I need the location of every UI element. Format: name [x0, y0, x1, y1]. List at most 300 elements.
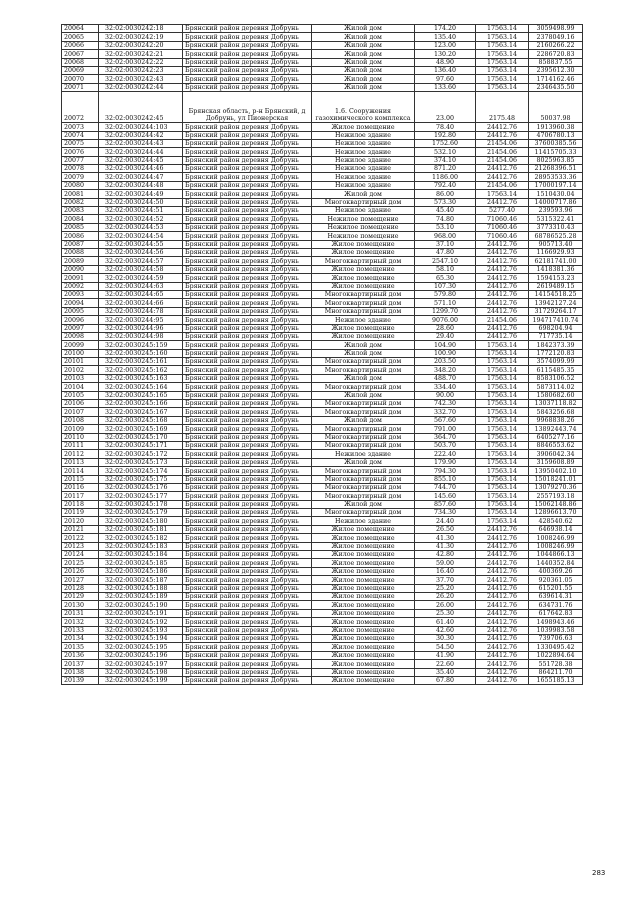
row-number-cell: 20110	[62, 433, 99, 441]
object-type-cell: Многоквартирный дом	[312, 290, 415, 298]
object-type-cell: Нежилое здание	[312, 517, 415, 525]
specific-value-cell: 17563.14	[476, 341, 529, 349]
specific-value-cell: 17563.14	[476, 433, 529, 441]
object-type-cell: Жилое помещение	[312, 609, 415, 617]
cadastral-value-cell: 15062148.86	[529, 500, 583, 508]
area-cell: 30.30	[415, 634, 476, 642]
area-cell: 488.70	[415, 374, 476, 382]
table-row	[62, 215, 583, 223]
specific-value-cell: 17563.14	[476, 58, 529, 66]
cadastral-number-cell: 32:02:0030244:49	[99, 190, 183, 198]
table-row	[62, 92, 583, 123]
table-row	[62, 660, 583, 668]
cadastral-value-cell: 31729264.17	[529, 307, 583, 315]
row-number-cell: 20084	[62, 215, 99, 223]
row-number-cell: 20106	[62, 400, 99, 408]
row-number-cell: 20124	[62, 551, 99, 559]
specific-value-cell: 24412.76	[476, 584, 529, 592]
specific-value-cell: 21454.06	[476, 139, 529, 147]
cadastral-number-cell: 32:02:0030245:163	[99, 374, 183, 382]
row-number-cell: 20108	[62, 416, 99, 424]
cadastral-value-cell: 617642.83	[529, 609, 583, 617]
cadastral-number-cell: 32:02:0030244:46	[99, 165, 183, 173]
row-number-cell: 20103	[62, 374, 99, 382]
cadastral-number-cell: 32:02:0030245:190	[99, 601, 183, 609]
specific-value-cell: 17563.14	[476, 41, 529, 49]
row-number-cell: 20129	[62, 593, 99, 601]
specific-value-cell: 17563.14	[476, 492, 529, 500]
row-number-cell: 20073	[62, 123, 99, 131]
area-cell: 1299.70	[415, 307, 476, 315]
row-number-cell: 20099	[62, 341, 99, 349]
specific-value-cell: 17563.14	[476, 500, 529, 508]
specific-value-cell: 17563.14	[476, 425, 529, 433]
table-row	[62, 567, 583, 575]
table-row	[62, 282, 583, 290]
area-cell: 332.70	[415, 408, 476, 416]
object-type-cell: Нежилое помещение	[312, 232, 415, 240]
specific-value-cell: 17563.14	[476, 450, 529, 458]
object-type-cell: Жилое помещение	[312, 593, 415, 601]
row-number-cell: 20102	[62, 366, 99, 374]
object-type-cell: Жилое помещение	[312, 274, 415, 282]
address-cell: Брянский район деревня Добрунь	[183, 668, 312, 676]
address-cell: Брянский район деревня Добрунь	[183, 416, 312, 424]
address-cell: Брянский район деревня Добрунь	[183, 66, 312, 74]
specific-value-cell: 24412.76	[476, 282, 529, 290]
object-type-cell: Нежилое здание	[312, 450, 415, 458]
address-cell: Брянский район деревня Добрунь	[183, 131, 312, 139]
address-cell: Брянский район деревня Добрунь	[183, 593, 312, 601]
area-cell: 123.00	[415, 41, 476, 49]
specific-value-cell: 17563.14	[476, 475, 529, 483]
specific-value-cell: 17563.14	[476, 408, 529, 416]
address-cell: Брянская область, р-н Брянский, д Добрунь, ул Пионерская	[183, 92, 312, 123]
address-cell: Брянский район деревня Добрунь	[183, 509, 312, 517]
cadastral-value-cell: 1008246.99	[529, 542, 583, 550]
table-row	[62, 75, 583, 83]
object-type-cell: Жилой дом	[312, 500, 415, 508]
object-type-cell: Жилой дом	[312, 25, 415, 33]
table-row	[62, 559, 583, 567]
address-cell: Брянский район деревня Добрунь	[183, 551, 312, 559]
table-row	[62, 525, 583, 533]
table-row	[62, 467, 583, 475]
table-row	[62, 307, 583, 315]
row-number-cell: 20135	[62, 643, 99, 651]
area-cell: 2547.10	[415, 257, 476, 265]
address-cell: Брянский район деревня Добрунь	[183, 58, 312, 66]
address-cell: Брянский район деревня Добрунь	[183, 492, 312, 500]
cadastral-number-cell: 32:02:0030244:95	[99, 316, 183, 324]
cadastral-value-cell: 13079270.36	[529, 483, 583, 491]
address-cell: Брянский район деревня Добрунь	[183, 450, 312, 458]
address-cell: Брянский район деревня Добрунь	[183, 660, 312, 668]
area-cell: 37.70	[415, 576, 476, 584]
table-row	[62, 240, 583, 248]
cadastral-number-cell: 32:02:0030244:96	[99, 324, 183, 332]
specific-value-cell: 24412.76	[476, 265, 529, 273]
row-number-cell: 20120	[62, 517, 99, 525]
object-type-cell: Нежилое здание	[312, 165, 415, 173]
row-number-cell: 20119	[62, 509, 99, 517]
cadastral-value-cell: 1580682.60	[529, 391, 583, 399]
specific-value-cell: 24412.76	[476, 634, 529, 642]
specific-value-cell: 17563.14	[476, 190, 529, 198]
area-cell: 742.30	[415, 400, 476, 408]
address-cell: Брянский район деревня Добрунь	[183, 25, 312, 33]
address-cell: Брянский район деревня Добрунь	[183, 148, 312, 156]
area-cell: 503.70	[415, 441, 476, 449]
address-cell: Брянский район деревня Добрунь	[183, 383, 312, 391]
cadastral-number-cell: 32:02:0030245:168	[99, 416, 183, 424]
specific-value-cell: 24412.76	[476, 593, 529, 601]
specific-value-cell: 17563.14	[476, 50, 529, 58]
cadastral-value-cell: 1913960.38	[529, 123, 583, 131]
object-type-cell: Нежилое помещение	[312, 223, 415, 231]
row-number-cell: 20125	[62, 559, 99, 567]
cadastral-value-cell: 8025963.85	[529, 156, 583, 164]
object-type-cell: Жилое помещение	[312, 282, 415, 290]
table-row	[62, 651, 583, 659]
table-row	[62, 299, 583, 307]
table-row	[62, 383, 583, 391]
specific-value-cell: 24412.76	[476, 198, 529, 206]
cadastral-number-cell: 32:02:0030244:52	[99, 215, 183, 223]
row-number-cell: 20075	[62, 139, 99, 147]
object-type-cell: Жилое помещение	[312, 265, 415, 273]
area-cell: 100.90	[415, 349, 476, 357]
row-number-cell: 20095	[62, 307, 99, 315]
cadastral-number-cell: 32:02:0030244:58	[99, 265, 183, 273]
cadastral-number-cell: 32:02:0030245:179	[99, 509, 183, 517]
cadastral-number-cell: 32:02:0030244:44	[99, 148, 183, 156]
cadastral-number-cell: 32:02:0030244:54	[99, 232, 183, 240]
object-type-cell: Жилой дом	[312, 75, 415, 83]
specific-value-cell: 17563.14	[476, 33, 529, 41]
cadastral-number-cell: 32:02:0030245:180	[99, 517, 183, 525]
cadastral-number-cell: 32:02:0030245:198	[99, 668, 183, 676]
row-number-cell: 20069	[62, 66, 99, 74]
object-type-cell: Многоквартирный дом	[312, 509, 415, 517]
object-type-cell: Жилое помещение	[312, 576, 415, 584]
object-type-cell: Жилое помещение	[312, 660, 415, 668]
address-cell: Брянский район деревня Добрунь	[183, 500, 312, 508]
area-cell: 374.10	[415, 156, 476, 164]
address-cell: Брянский район деревня Добрунь	[183, 358, 312, 366]
cadastral-value-cell: 1594153.23	[529, 274, 583, 282]
specific-value-cell: 17563.14	[476, 517, 529, 525]
area-cell: 792.40	[415, 181, 476, 189]
table-row	[62, 248, 583, 256]
table-row	[62, 458, 583, 466]
object-type-cell: Жилой дом	[312, 50, 415, 58]
object-type-cell: Жилой дом	[312, 58, 415, 66]
specific-value-cell: 24412.76	[476, 274, 529, 282]
cadastral-value-cell: 5315322.41	[529, 215, 583, 223]
address-cell: Брянский район деревня Добрунь	[183, 651, 312, 659]
specific-value-cell: 21454.06	[476, 148, 529, 156]
table-row	[62, 433, 583, 441]
area-cell: 28.60	[415, 324, 476, 332]
row-number-cell: 20092	[62, 282, 99, 290]
table-row	[62, 50, 583, 58]
table-row	[62, 148, 583, 156]
object-type-cell: Многоквартирный дом	[312, 383, 415, 391]
row-number-cell: 20134	[62, 634, 99, 642]
address-cell: Брянский район деревня Добрунь	[183, 643, 312, 651]
table-row	[62, 517, 583, 525]
cadastral-number-cell: 32:02:0030245:193	[99, 626, 183, 634]
row-number-cell: 20078	[62, 165, 99, 173]
area-cell: 179.90	[415, 458, 476, 466]
row-number-cell: 20089	[62, 257, 99, 265]
object-type-cell: Многоквартирный дом	[312, 492, 415, 500]
cadastral-value-cell: 2346435.50	[529, 83, 583, 91]
specific-value-cell: 24412.76	[476, 601, 529, 609]
table-row	[62, 643, 583, 651]
table-row	[62, 41, 583, 49]
object-type-cell: Жилое помещение	[312, 324, 415, 332]
row-number-cell: 20098	[62, 332, 99, 340]
cadastral-number-cell: 32:02:0030244:50	[99, 198, 183, 206]
area-cell: 25.20	[415, 584, 476, 592]
area-cell: 573.30	[415, 198, 476, 206]
table-row	[62, 181, 583, 189]
cadastral-value-cell: 428540.62	[529, 517, 583, 525]
row-number-cell: 20133	[62, 626, 99, 634]
area-cell: 871.20	[415, 165, 476, 173]
area-cell: 41.30	[415, 542, 476, 550]
address-cell: Брянский район деревня Добрунь	[183, 156, 312, 164]
cadastral-value-cell: 194717410.74	[529, 316, 583, 324]
table-row	[62, 400, 583, 408]
table-row	[62, 341, 583, 349]
row-number-cell: 20113	[62, 458, 99, 466]
address-cell: Брянский район деревня Добрунь	[183, 290, 312, 298]
address-cell: Брянский район деревня Добрунь	[183, 441, 312, 449]
cadastral-value-cell: 3773310.43	[529, 223, 583, 231]
object-type-cell: Многоквартирный дом	[312, 307, 415, 315]
address-cell: Брянский район деревня Добрунь	[183, 576, 312, 584]
table-row	[62, 475, 583, 483]
row-number-cell: 20091	[62, 274, 99, 282]
area-cell: 794.30	[415, 467, 476, 475]
cadastral-number-cell: 32:02:0030244:78	[99, 307, 183, 315]
cadastral-value-cell: 6405277.16	[529, 433, 583, 441]
table-row	[62, 131, 583, 139]
cadastral-number-cell: 32:02:0030245:162	[99, 366, 183, 374]
cadastral-value-cell: 1842373.39	[529, 341, 583, 349]
specific-value-cell: 17563.14	[476, 467, 529, 475]
table-row	[62, 25, 583, 33]
object-type-cell: 1.6. Сооружения газохимического комплекса	[312, 92, 415, 123]
row-number-cell: 20105	[62, 391, 99, 399]
cadastral-value-cell: 3906042.34	[529, 450, 583, 458]
address-cell: Брянский район деревня Добрунь	[183, 534, 312, 542]
cadastral-number-cell: 32:02:0030245:160	[99, 349, 183, 357]
cadastral-value-cell: 14154518.25	[529, 290, 583, 298]
table-row	[62, 609, 583, 617]
cadastral-number-cell: 32:02:0030245:169	[99, 425, 183, 433]
table-row	[62, 198, 583, 206]
address-cell: Брянский район деревня Добрунь	[183, 265, 312, 273]
object-type-cell: Нежилое здание	[312, 316, 415, 324]
object-type-cell: Жилой дом	[312, 83, 415, 91]
specific-value-cell: 71060.46	[476, 223, 529, 231]
table-row	[62, 425, 583, 433]
object-type-cell: Многоквартирный дом	[312, 400, 415, 408]
specific-value-cell: 17563.14	[476, 441, 529, 449]
row-number-cell: 20109	[62, 425, 99, 433]
cadastral-number-cell: 32:02:0030245:197	[99, 660, 183, 668]
area-cell: 855.10	[415, 475, 476, 483]
area-cell: 26.50	[415, 525, 476, 533]
specific-value-cell: 24412.76	[476, 668, 529, 676]
specific-value-cell: 17563.14	[476, 349, 529, 357]
specific-value-cell: 17563.14	[476, 416, 529, 424]
address-cell: Брянский район деревня Добрунь	[183, 366, 312, 374]
area-cell: 22.60	[415, 660, 476, 668]
address-cell: Брянский район деревня Добрунь	[183, 433, 312, 441]
row-number-cell: 20086	[62, 232, 99, 240]
cadastral-value-cell: 905713.40	[529, 240, 583, 248]
cadastral-value-cell: 920361.05	[529, 576, 583, 584]
specific-value-cell: 24412.76	[476, 626, 529, 634]
row-number-cell: 20111	[62, 441, 99, 449]
cadastral-value-cell: 9968838.26	[529, 416, 583, 424]
address-cell: Брянский район деревня Добрунь	[183, 458, 312, 466]
cadastral-value-cell: 5843256.68	[529, 408, 583, 416]
specific-value-cell: 17563.14	[476, 383, 529, 391]
cadastral-number-cell: 32:02:0030242:18	[99, 25, 183, 33]
specific-value-cell: 24412.76	[476, 525, 529, 533]
area-cell: 135.40	[415, 33, 476, 41]
cadastral-number-cell: 32:02:0030244:53	[99, 223, 183, 231]
address-cell: Брянский район деревня Добрунь	[183, 525, 312, 533]
cadastral-value-table	[61, 24, 583, 685]
address-cell: Брянский район деревня Добрунь	[183, 75, 312, 83]
area-cell: 130.20	[415, 50, 476, 58]
specific-value-cell: 24412.76	[476, 551, 529, 559]
cadastral-value-cell: 1655185.13	[529, 676, 583, 684]
specific-value-cell: 24412.76	[476, 332, 529, 340]
cadastral-value-cell: 639614.31	[529, 593, 583, 601]
object-type-cell: Многоквартирный дом	[312, 467, 415, 475]
cadastral-value-cell: 1022894.64	[529, 651, 583, 659]
area-cell: 41.30	[415, 534, 476, 542]
area-cell: 734.30	[415, 509, 476, 517]
area-cell: 1752.60	[415, 139, 476, 147]
object-type-cell: Жилое помещение	[312, 618, 415, 626]
address-cell: Брянский район деревня Добрунь	[183, 324, 312, 332]
address-cell: Брянский район деревня Добрунь	[183, 400, 312, 408]
area-cell: 35.40	[415, 668, 476, 676]
cadastral-value-cell: 1772120.83	[529, 349, 583, 357]
row-number-cell: 20072	[62, 92, 99, 123]
specific-value-cell: 24412.76	[476, 240, 529, 248]
object-type-cell: Жилое помещение	[312, 332, 415, 340]
row-number-cell: 20104	[62, 383, 99, 391]
table-row	[62, 441, 583, 449]
cadastral-number-cell: 32:02:0030244:55	[99, 240, 183, 248]
specific-value-cell: 24412.76	[476, 248, 529, 256]
specific-value-cell: 17563.14	[476, 75, 529, 83]
row-number-cell: 20093	[62, 290, 99, 298]
specific-value-cell: 24412.76	[476, 559, 529, 567]
address-cell: Брянский район деревня Добрунь	[183, 316, 312, 324]
address-cell: Брянский район деревня Добрунь	[183, 215, 312, 223]
table-row	[62, 173, 583, 181]
area-cell: 857.60	[415, 500, 476, 508]
object-type-cell: Многоквартирный дом	[312, 366, 415, 374]
cadastral-number-cell: 32:02:0030244:63	[99, 282, 183, 290]
table-row	[62, 190, 583, 198]
address-cell: Брянский район деревня Добрунь	[183, 33, 312, 41]
address-cell: Брянский район деревня Добрунь	[183, 257, 312, 265]
row-number-cell: 20132	[62, 618, 99, 626]
table-row	[62, 274, 583, 282]
cadastral-value-cell: 2286720.83	[529, 50, 583, 58]
object-type-cell: Жилое помещение	[312, 668, 415, 676]
area-cell: 26.00	[415, 601, 476, 609]
cadastral-number-cell: 32:02:0030245:170	[99, 433, 183, 441]
area-cell: 26.20	[415, 593, 476, 601]
row-number-cell: 20088	[62, 248, 99, 256]
row-number-cell: 20115	[62, 475, 99, 483]
cadastral-value-cell: 634731.76	[529, 601, 583, 609]
specific-value-cell: 17563.14	[476, 358, 529, 366]
area-cell: 23.00	[415, 92, 476, 123]
specific-value-cell: 24412.76	[476, 165, 529, 173]
table-row	[62, 601, 583, 609]
table-row	[62, 634, 583, 642]
cadastral-value-cell: 1330495.42	[529, 643, 583, 651]
object-type-cell: Жилой дом	[312, 41, 415, 49]
cadastral-value-cell: 50037.98	[529, 92, 583, 123]
object-type-cell: Многоквартирный дом	[312, 198, 415, 206]
address-cell: Брянский район деревня Добрунь	[183, 601, 312, 609]
cadastral-value-cell: 615201.55	[529, 584, 583, 592]
cadastral-number-cell: 32:02:0030245:181	[99, 525, 183, 533]
area-cell: 9076.00	[415, 316, 476, 324]
cadastral-value-cell: 17000197.14	[529, 181, 583, 189]
cadastral-value-cell: 1418381.36	[529, 265, 583, 273]
row-number-cell: 20131	[62, 609, 99, 617]
cadastral-value-cell: 1714162.46	[529, 75, 583, 83]
cadastral-number-cell: 32:02:0030244:103	[99, 123, 183, 131]
specific-value-cell: 24412.76	[476, 324, 529, 332]
row-number-cell: 20107	[62, 408, 99, 416]
row-number-cell: 20067	[62, 50, 99, 58]
cadastral-number-cell: 32:02:0030245:161	[99, 358, 183, 366]
area-cell: 1186.00	[415, 173, 476, 181]
cadastral-number-cell: 32:02:0030245:199	[99, 676, 183, 684]
table-row	[62, 232, 583, 240]
object-type-cell: Жилое помещение	[312, 601, 415, 609]
address-cell: Брянский район деревня Добрунь	[183, 626, 312, 634]
object-type-cell: Жилое помещение	[312, 676, 415, 684]
specific-value-cell: 17563.14	[476, 400, 529, 408]
object-type-cell: Жилое помещение	[312, 634, 415, 642]
specific-value-cell: 17563.14	[476, 374, 529, 382]
table-row	[62, 358, 583, 366]
area-cell: 74.80	[415, 215, 476, 223]
object-type-cell: Многоквартирный дом	[312, 433, 415, 441]
row-number-cell: 20085	[62, 223, 99, 231]
table-row	[62, 139, 583, 147]
cadastral-value-cell: 5873114.02	[529, 383, 583, 391]
